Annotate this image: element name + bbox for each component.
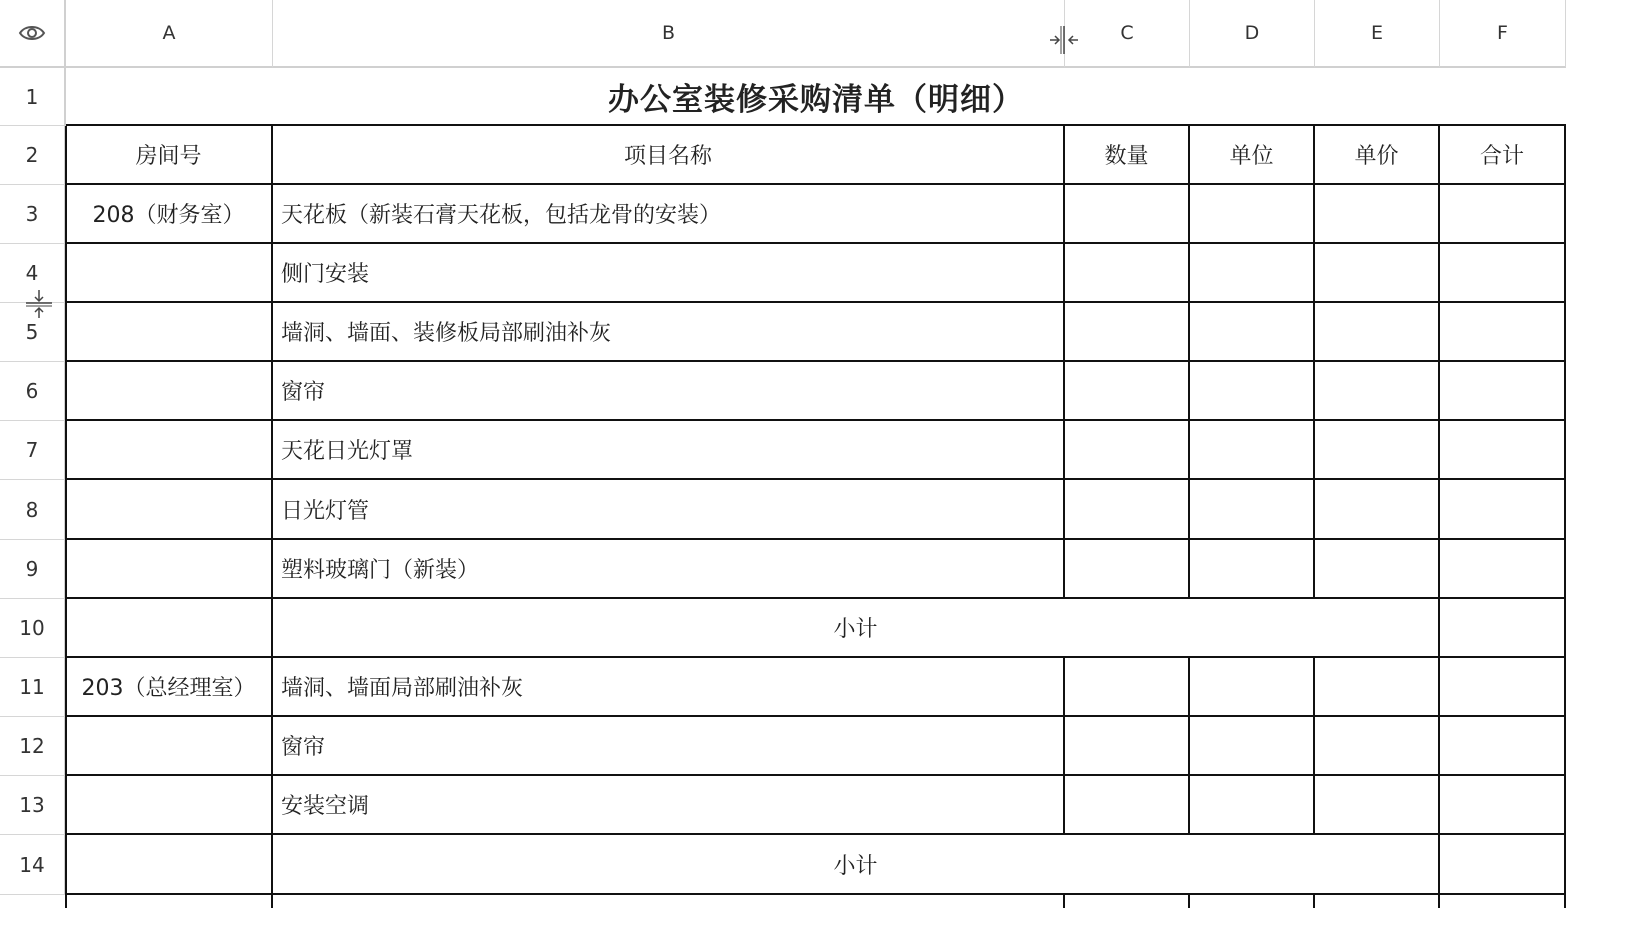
item-name-cell[interactable]: 天花日光灯罩 — [273, 421, 1065, 480]
unit-cell[interactable] — [1190, 362, 1315, 421]
quantity-cell[interactable] — [1065, 244, 1190, 303]
unit-cell[interactable] — [1190, 421, 1315, 480]
unit-price-cell[interactable] — [1315, 244, 1440, 303]
quantity-cell[interactable] — [1065, 421, 1190, 480]
row-header-3[interactable]: 3 — [0, 185, 66, 244]
table-left-border — [65, 126, 67, 908]
total-cell[interactable] — [1440, 421, 1566, 480]
quantity-cell[interactable] — [1065, 717, 1190, 776]
row-header-12[interactable]: 12 — [0, 717, 66, 776]
room-cell[interactable] — [66, 303, 273, 362]
room-cell[interactable]: 203（总经理室） — [66, 658, 273, 717]
column-header-c[interactable]: C — [1065, 0, 1190, 68]
total-cell[interactable] — [1440, 185, 1566, 244]
unit-price-cell[interactable] — [1315, 717, 1440, 776]
unit-cell[interactable] — [1190, 244, 1315, 303]
total-cell[interactable] — [1440, 362, 1566, 421]
quantity-cell[interactable] — [1065, 480, 1190, 540]
unit-cell[interactable] — [1190, 717, 1315, 776]
quantity-cell[interactable] — [1065, 185, 1190, 244]
item-name-cell[interactable]: 日光灯管 — [273, 480, 1065, 540]
item-name-cell[interactable]: 天花板（新装石膏天花板，包括龙骨的安装） — [273, 185, 1065, 244]
room-cell[interactable] — [66, 835, 273, 895]
table-header-cell[interactable]: 房间号 — [66, 126, 273, 185]
quantity-cell[interactable] — [1065, 658, 1190, 717]
item-name-cell[interactable]: 墙洞、墙面局部刷油补灰 — [273, 658, 1065, 717]
total-cell[interactable] — [1440, 599, 1566, 658]
row-header-8[interactable]: 8 — [0, 480, 66, 540]
room-cell[interactable]: 208（财务室） — [66, 185, 273, 244]
column-header-d[interactable]: D — [1190, 0, 1315, 68]
item-name-cell[interactable]: 窗帘 — [273, 362, 1065, 421]
unit-cell[interactable] — [1190, 185, 1315, 244]
sheet-title[interactable]: 办公室装修采购清单（明细） — [66, 68, 1566, 126]
partial-row-gridline — [1188, 895, 1190, 908]
row-header-1[interactable]: 1 — [0, 68, 66, 126]
room-cell[interactable] — [66, 717, 273, 776]
column-header-f[interactable]: F — [1440, 0, 1566, 68]
room-cell[interactable] — [66, 599, 273, 658]
total-cell[interactable] — [1440, 658, 1566, 717]
total-cell[interactable] — [1440, 776, 1566, 835]
item-name-cell[interactable]: 塑料玻璃门（新装） — [273, 540, 1065, 599]
unit-price-cell[interactable] — [1315, 362, 1440, 421]
unit-price-cell[interactable] — [1315, 540, 1440, 599]
unit-price-cell[interactable] — [1315, 480, 1440, 540]
row-header-10[interactable]: 10 — [0, 599, 66, 658]
subtotal-label-cell[interactable]: 小计 — [273, 835, 1440, 895]
quantity-cell[interactable] — [1065, 776, 1190, 835]
room-cell[interactable] — [66, 540, 273, 599]
unit-price-cell[interactable] — [1315, 303, 1440, 362]
total-cell[interactable] — [1440, 835, 1566, 895]
total-cell[interactable] — [1440, 244, 1566, 303]
row-header-14[interactable]: 14 — [0, 835, 66, 895]
row-header-4[interactable]: 4 — [0, 244, 66, 303]
room-cell[interactable] — [66, 480, 273, 540]
header-corner[interactable] — [0, 0, 66, 68]
table-header-cell[interactable]: 数量 — [1065, 126, 1190, 185]
quantity-cell[interactable] — [1065, 362, 1190, 421]
room-cell[interactable] — [66, 421, 273, 480]
column-resize-icon[interactable] — [1048, 24, 1080, 56]
row-header-5[interactable]: 5 — [0, 303, 66, 362]
row-resize-icon[interactable] — [24, 288, 54, 320]
unit-price-cell[interactable] — [1315, 185, 1440, 244]
quantity-cell[interactable] — [1065, 303, 1190, 362]
room-cell[interactable] — [66, 244, 273, 303]
table-header-cell[interactable]: 项目名称 — [273, 126, 1065, 185]
quantity-cell[interactable] — [1065, 540, 1190, 599]
row-header-2[interactable]: 2 — [0, 126, 66, 185]
unit-cell[interactable] — [1190, 776, 1315, 835]
unit-price-cell[interactable] — [1315, 421, 1440, 480]
row-header-7[interactable]: 7 — [0, 421, 66, 480]
room-cell[interactable] — [66, 362, 273, 421]
unit-cell[interactable] — [1190, 658, 1315, 717]
eye-icon[interactable] — [18, 23, 46, 43]
column-header-a[interactable]: A — [66, 0, 273, 68]
unit-cell[interactable] — [1190, 480, 1315, 540]
column-header-b[interactable]: B — [273, 0, 1065, 68]
total-cell[interactable] — [1440, 717, 1566, 776]
total-cell[interactable] — [1440, 480, 1566, 540]
unit-cell[interactable] — [1190, 540, 1315, 599]
item-name-cell[interactable]: 安装空调 — [273, 776, 1065, 835]
partial-row-gridline — [1313, 895, 1315, 908]
table-header-cell[interactable]: 合计 — [1440, 126, 1566, 185]
partial-row-gridline — [271, 895, 273, 908]
partial-row-gridline — [1063, 895, 1065, 908]
total-cell[interactable] — [1440, 303, 1566, 362]
item-name-cell[interactable]: 窗帘 — [273, 717, 1065, 776]
row-header-6[interactable]: 6 — [0, 362, 66, 421]
column-header-e[interactable]: E — [1315, 0, 1440, 68]
table-header-cell[interactable]: 单价 — [1315, 126, 1440, 185]
unit-price-cell[interactable] — [1315, 658, 1440, 717]
room-cell[interactable] — [66, 776, 273, 835]
partial-row-gridline — [1438, 895, 1440, 908]
unit-price-cell[interactable] — [1315, 776, 1440, 835]
unit-cell[interactable] — [1190, 303, 1315, 362]
row-header-13[interactable]: 13 — [0, 776, 66, 835]
total-cell[interactable] — [1440, 540, 1566, 599]
item-name-cell[interactable]: 侧门安装 — [273, 244, 1065, 303]
row-header-9[interactable]: 9 — [0, 540, 66, 599]
item-name-cell[interactable]: 墙洞、墙面、装修板局部刷油补灰 — [273, 303, 1065, 362]
table-header-cell[interactable]: 单位 — [1190, 126, 1315, 185]
partial-row-gridline — [1564, 895, 1566, 908]
subtotal-label-cell[interactable]: 小计 — [273, 599, 1440, 658]
row-header-11[interactable]: 11 — [0, 658, 66, 717]
